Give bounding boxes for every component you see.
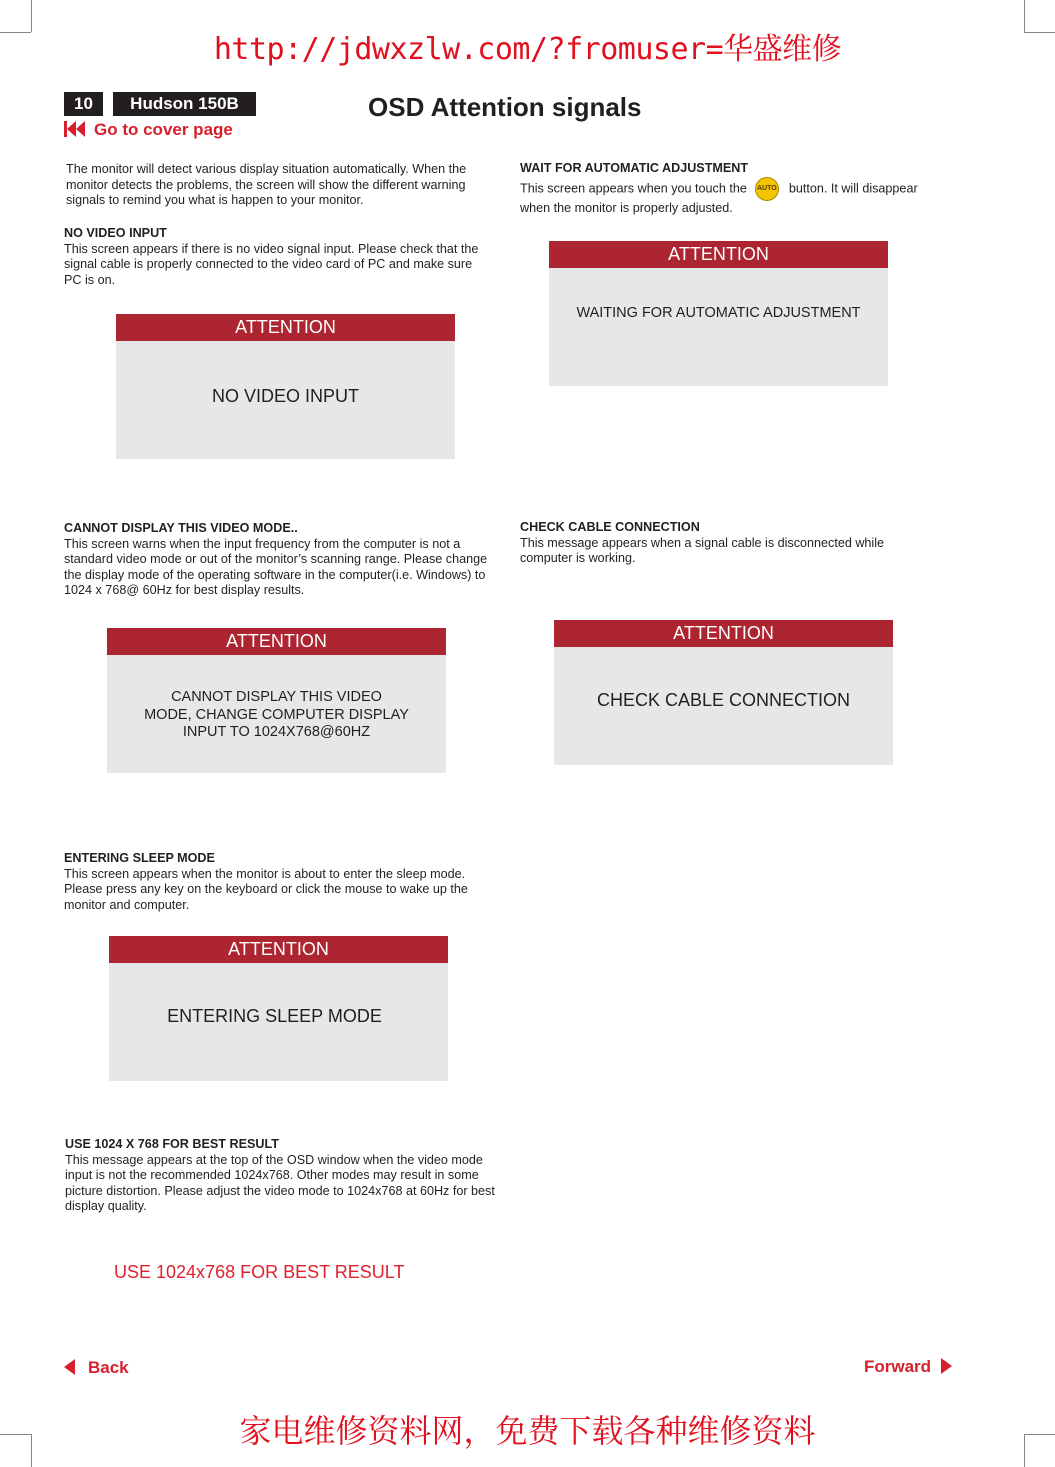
best-result-heading: USE 1024 X 768 FOR BEST RESULT [65,1137,279,1151]
intro-text: The monitor will detect various display situation automatically. When the monitor detects the problems, the screen will show the different warning signals to remind you what is happen to your monitor. [66,162,467,208]
model-badge: Hudson 150B [113,92,256,116]
check-cable-section [520,520,940,567]
page-title: OSD Attention signals [368,92,642,122]
osd-message-line: CANNOT DISPLAY THIS VIDEO [171,689,382,705]
source-url[interactable]: http://jdwxzlw.com/?fromuser=华盛维修 [213,32,842,67]
auto-adjust-heading: WAIT FOR AUTOMATIC ADJUSTMENT [520,161,749,175]
back-button[interactable] [64,1358,129,1378]
osd-message [107,689,446,742]
osd-attention-header: ATTENTION [554,620,893,647]
auto-adjust-section [520,161,920,216]
no-video-section [64,226,484,288]
auto-adjust-text-before: This screen appears when you touch the [520,180,747,195]
osd-sleep [109,936,448,1081]
auto-adjust-text [520,177,920,217]
go-to-cover-label: Go to cover page [94,120,233,139]
cannot-display-text: This screen warns when the input frequency from the computer is not a standard video mode or out of the monitor’s scanning range. Please change the display mode of the operating software in the computer(i.e. Windows) to 1024 x 768@ 60Hz for best display results. [64,536,488,598]
osd-attention-header: ATTENTION [549,241,888,268]
footer-banner: 家电维修资料网，免费下载各种维修资料 [239,1412,816,1450]
osd-auto-adjust [549,241,888,386]
back-label: Back [88,1358,129,1377]
intro-paragraph [66,162,496,209]
osd-cannot-display [107,628,446,773]
best-result-text: This message appears at the top of the OSD window when the video mode input is not the recommended 1024x768. Other modes may result in some picture distortion. Please adjust the video mode to 1024x768 at 60Hz for best display quality. [65,1152,495,1214]
osd-message-line: MODE, CHANGE COMPUTER DISPLAY [144,706,409,723]
triangle-right-icon [940,1358,952,1374]
cannot-display-section [64,521,496,599]
osd-attention-header: ATTENTION [109,936,448,963]
no-video-heading: NO VIDEO INPUT [64,226,167,240]
auto-adjust-text-after: button. It will disappear when the monitor is properly adjusted. [520,180,918,215]
cannot-display-heading: CANNOT DISPLAY THIS VIDEO MODE.. [64,521,298,535]
check-cable-text: This message appears when a signal cable is disconnected while computer is working. [520,535,885,566]
osd-check-cable [554,620,893,765]
forward-button[interactable] [864,1357,952,1377]
no-video-text: This screen appears if there is no video signal input. Please check that the signal cable is properly connected to the video card of PC and make sure PC is on. [64,241,479,287]
triangle-left-icon [64,1359,76,1375]
page-number-badge: 10 [64,92,103,116]
forward-label: Forward [864,1357,932,1376]
osd-message: ENTERING SLEEP MODE [167,1006,382,1026]
sleep-section [64,851,484,913]
osd-attention-header: ATTENTION [107,628,446,655]
check-cable-heading: CHECK CABLE CONNECTION [520,520,700,534]
osd-message: WAITING FOR AUTOMATIC ADJUSTMENT [576,305,861,321]
osd-message-line: INPUT TO 1024X768@60HZ [182,724,371,740]
osd-message: NO VIDEO INPUT [211,386,359,406]
sleep-heading: ENTERING SLEEP MODE [64,851,215,865]
best-result-section [65,1137,495,1215]
skip-back-icon [64,121,86,137]
auto-button-icon: AUTO [755,177,779,201]
osd-message: CHECK CABLE CONNECTION [596,690,851,710]
osd-best-result-message: USE 1024x768 FOR BEST RESULT [114,1262,405,1282]
osd-no-video [116,314,455,459]
go-to-cover-link[interactable] [64,120,233,140]
osd-attention-header: ATTENTION [116,314,455,341]
sleep-text: This screen appears when the monitor is about to enter the sleep mode. Please press any key on the keyboard or click the mouse to wake up the monitor and computer. [64,866,468,912]
